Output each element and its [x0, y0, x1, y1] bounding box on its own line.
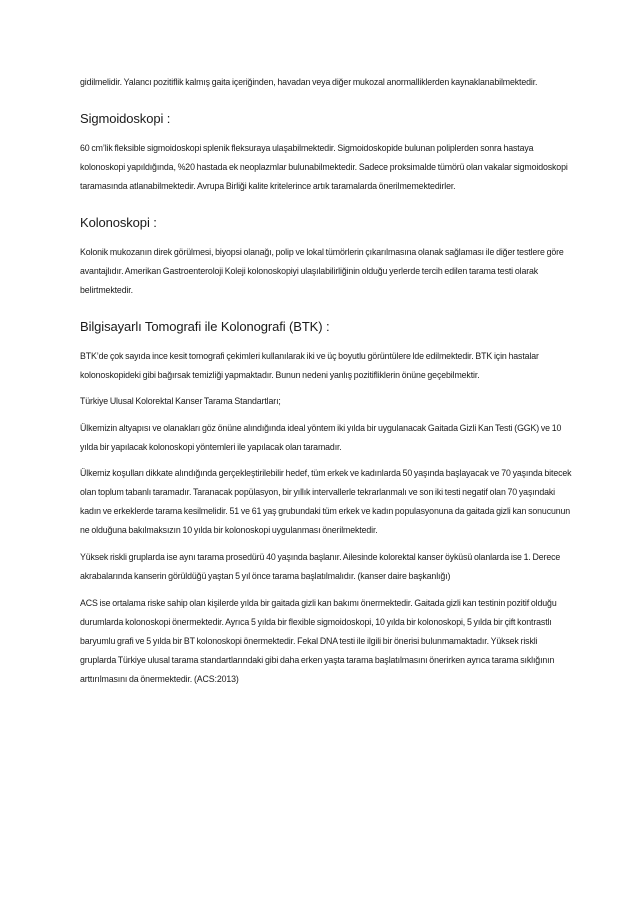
heading-kolonoskopi: Kolonoskopi :	[80, 215, 157, 230]
kolonoskopi-paragraph: Kolonik mukozanın direk görülmesi, biyopsi olanağı, polip ve lokal tümörlerin çıkarılmasına olanak sağlaması ile diğer testlere göre avantajlıdır. Amerikan Gastroenteroloji Koleji kolonoskopiyi ulaşılabilirliğinin olduğu yerlerde tercih edilen tarama testi olarak belirtmektedir.	[80, 247, 564, 295]
document-body	[80, 73, 572, 689]
ulkemiz-kosullari-paragraph: Ülkemiz koşulları dikkate alındığında gerçekleştirilebilir hedef, tüm erkek ve kadınlarda 50 yaşında başlayacak ve 70 yaşında bitecek olan toplum tabanlı taramadır. Taranacak popülasyon, bir yıllık intervallerle tekrarlanmalı ve son iki testi negatif olan 70 yaşındaki kadın ve erkeklerde tarama kesilmelidir. 51 ve 61 yaş grubundaki tüm erkek ve kadın populasyonuna da gaitada gizli kan sonucunun ne olduğuna bakılmaksızın 10 yılda bir kolonoskopi uygulanması önerilmektedir.	[80, 468, 572, 535]
heading-sigmoidoskopi: Sigmoidoskopi :	[80, 111, 171, 126]
turkiye-standartlari-line: Türkiye Ulusal Kolorektal Kanser Tarama Standartları;	[80, 396, 281, 406]
intro-paragraph: gidilmelidir. Yalancı pozitiflik kalmış gaita içeriğinden, havadan veya diğer mukozal anormalliklerden kaynaklanabilmektedir.	[80, 77, 538, 87]
btk-paragraph: BTK’de çok sayıda ince kesit tomografi çekimleri kullanılarak iki ve üç boyutlu görüntülere lde edilmektedir. BTK için hastalar kolonoskopideki gibi bağırsak temizliği yapmaktadır. Bunun nedeni yanlış pozitifliklerin önüne geçebilmektir.	[80, 351, 539, 380]
yuksek-risk-paragraph: Yüksek riskli gruplarda ise aynı tarama prosedürü 40 yaşında başlanır. Ailesinde kolorektal kanser öyküsü olanlarda ise 1. Derece akrabalarında kanserin görüldüğü yaştan 5 yıl önce tarama başlatılmalıdır. (kanser daire başkanlığı)	[80, 552, 561, 581]
heading-btk: Bilgisayarlı Tomografi ile Kolonografi (BTK) :	[80, 319, 330, 334]
acs-paragraph: ACS ise ortalama riske sahip olan kişilerde yılda bir gaitada gizli kan bakımı önermektedir. Gaitada gizli kan testinin pozitif olduğu durumlarda kolonoskopi önermektedir. Ayrıca 5 yılda bir flexible sigmoidoskopi, 10 yılda bir kolonoskopi, 5 yılda bir çift kontrastlı baryumlu grafi ve 5 yılda bir BT kolonoskopi önermektedir. Fekal DNA testi ile ilgili bir önerisi bulunmamaktadır. Yüksek riskli gruplarda Türkiye ulusal tarama standartlarındaki gibi daha erken yaşta tarama başlatılmasını önerirken ayrıca tarama sıklığının arttırılmasını da önermektedir. (ACS:2013)	[80, 598, 557, 684]
ulkemiz-altyapi-paragraph: Ülkemizin altyapısı ve olanakları göz önüne alındığında ideal yöntem iki yılda bir uygulanacak Gaitada Gizli Kan Testi (GGK) ve 10 yılda bir yapılacak kolonoskopi yöntemleri ile yapılacak olan taramadır.	[80, 423, 562, 452]
sigmoidoskopi-paragraph: 60 cm’lik fleksible sigmoidoskopi splenik fleksuraya ulaşabilmektedir. Sigmoidoskopide bulunan poliplerden sonra hastaya kolonoskopi yapıldığında, %20 hastada ek neoplazmlar bulunabilmektedir. Sadece proksimalde tümörü olan vakalar sigmoidoskopi taramasında atlanabilmektedir. Avrupa Birliği kalite kritelerince artık taramalarda önerilmemektedirler.	[80, 143, 568, 191]
